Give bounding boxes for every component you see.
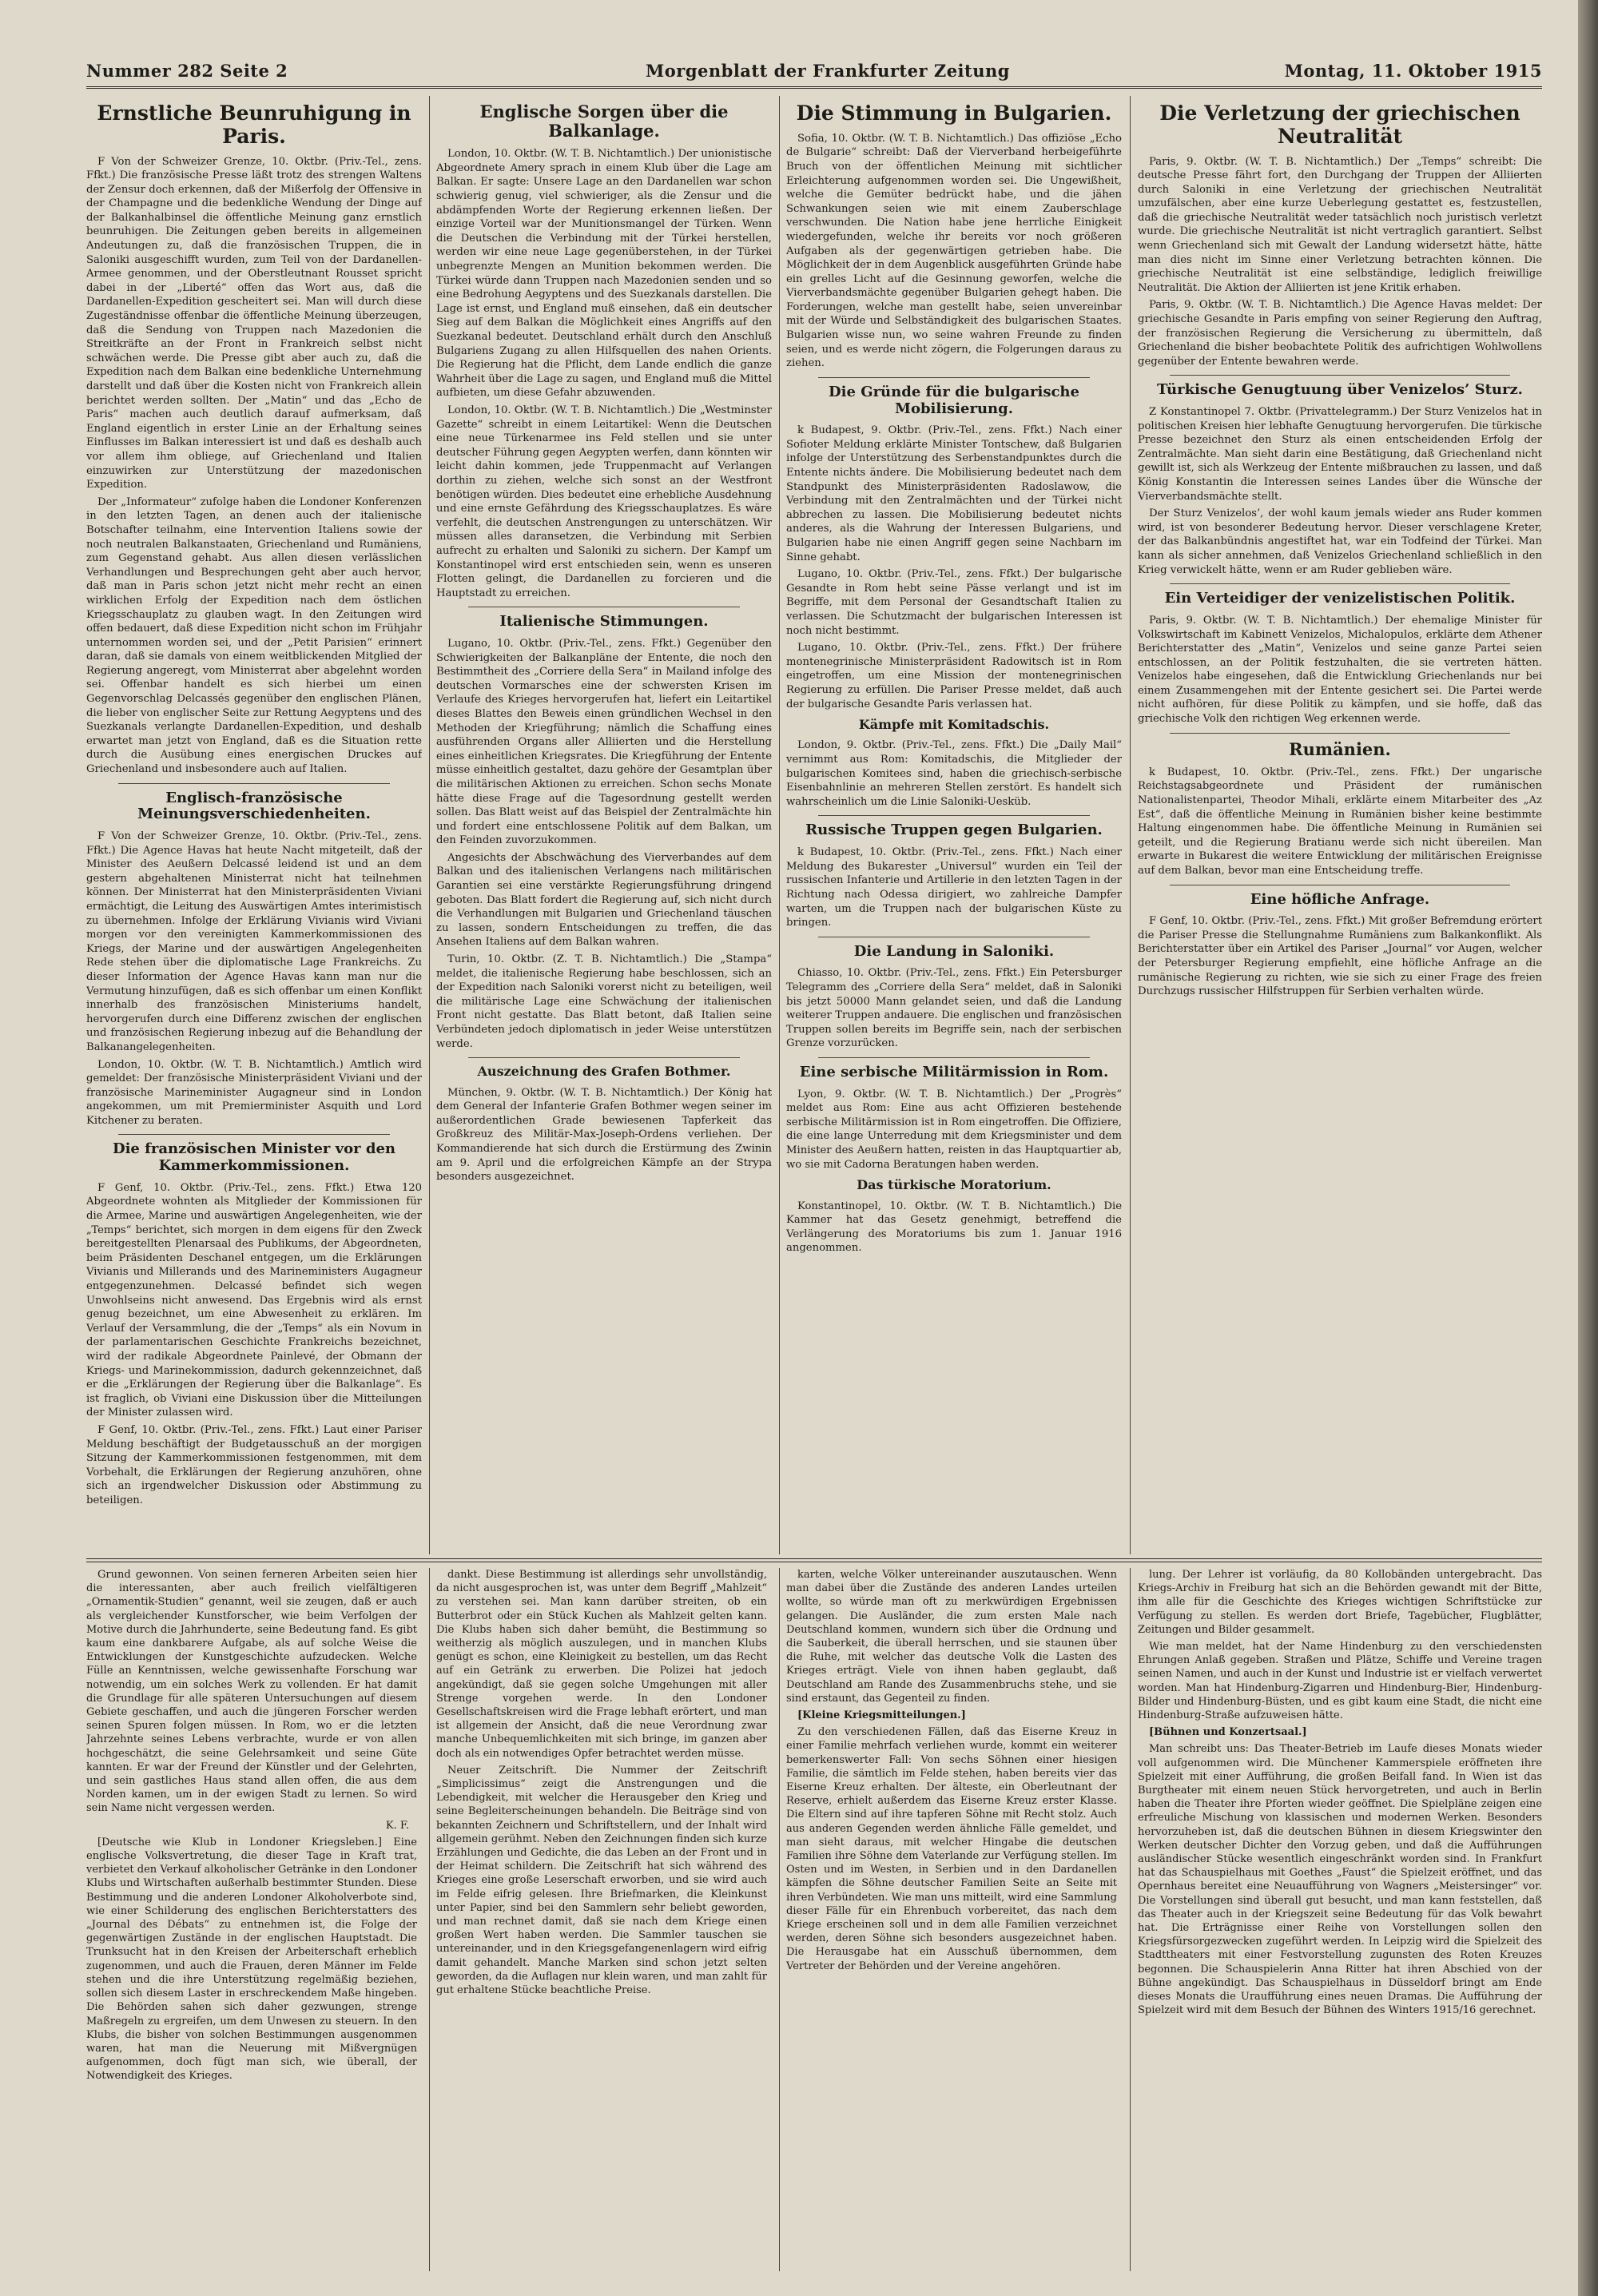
feuilleton-paragraph: Grund gewonnen. Von seinen ferneren Arbeiten seien hier die interessanten, aber auch freilich vielfältigeren „Ornamentik-Studien“ genannt, weil sie zeugen, daß er auch als vergleichender Kunstforscher, wie beim Verfolgen der Motive durch die Jahrhunderte, seine Bedeutung fand. Es gibt kaum eine dankbarere Aufgabe, als auf solche Weise die Entwicklungen der Kunstgeschichte aufzudecken. Welche Fülle an Kenntnissen, welche gewissenhafte Forschung war notwendig, um ein solches Werk zu vollenden. Er hat damit die Grundlage für alle späteren Untersuchungen auf diesem Gebiete geschaffen, und auch die jüngeren Forscher werden seinen Spuren folgen müssen. In Rom, wo er die letzten Jahrzehnte seines Lebens verbrachte, wurde er von allen hochgeschätzt, die seine Gelehrsamkeit und seine Güte kannten. Er war der Freund der Künstler und der Gelehrten, und sein gastliches Haus stand allen offen, die aus dem Norden kamen, um in der ewigen Stadt zu lernen. So wird sein Name nicht vergessen werden. xyxy=(86,1569,417,1815)
headline: Englische Sorgen über die Balkanlage. xyxy=(479,101,729,141)
headline: Die Stimmung in Bulgarien. xyxy=(796,101,1112,125)
article-paragraph: k Budapest, 10. Oktbr. (Priv.-Tel., zens. Ffkt.) Der ungarische Reichstagsabgeordnete und Präsident der rumänischen Nationalistenpartei, Theodor Mihali, erklärte einem Mitarbeiter des „Az Est“, daß die öffentliche Meinung in Rumänien bisher keine bestimmte Haltung eingenommen habe. Die öffentliche Meinung in Rumänien sei geteilt, und die Regierung Bratianu werde sich nicht übereilen. Man erwarte in Bukarest die weitere Entwicklung der militärischen Ereignisse auf dem Balkan, bevor man eine Entscheidung treffe. xyxy=(1138,766,1542,877)
article-paragraph: F Genf, 10. Oktbr. (Priv.-Tel., zens. Ffkt.) Laut einer Pariser Meldung beschäftigt der Budgetausschuß an der morgigen Sitzung der Kammerkommissionen festgenommen, mit dem Vorbehalt, die Erklärungen der Regierung anzuhören, ohne sich an irgendwelcher Diskussion oder Abstimmung zu beteiligen. xyxy=(86,1423,422,1506)
feuilleton-column-1 xyxy=(86,1568,417,2271)
column-divider xyxy=(779,1568,780,2271)
column-2 xyxy=(436,96,772,1554)
separator xyxy=(1170,583,1510,584)
feuilleton-column-2 xyxy=(436,1568,767,2271)
feuilleton-divider xyxy=(86,1558,1542,1562)
article-paragraph: Der „Informateur“ zufolge haben die Londoner Konferenzen in den letzten Tagen, an denen auch der italienische Botschafter teilnahm, eine Intervention Italiens sowie der noch neutralen Balkanstaaten, Griechenland und Rumäniens, zum Gegenstand gehabt. Aus allen diesen verlässlichen Verhandlungen und Besprechungen geht aber auch hervor, daß man in Paris schon jetzt nicht mehr recht an einen wirklichen Erfolg der Expedition nach dem östlichen Kriegsschauplatz zu glauben wagt. In den Zeitungen wird offen bedauert, daß diese Expedition nicht schon im Frühjahr unternommen worden sei, und der „Petit Parisien“ erinnert daran, daß sie damals von einem weitblickenden Mitglied der Regierung angeregt, vom Ministerrat aber abgelehnt worden sei. Offenbar handelt es sich hierbei um einen Gegenvorschlag Delcassés gegenüber den englischen Plänen, die lieber von englischer Seite zur Rettung Aegyptens und des Suezkanals verlangte Dardanellen-Expedition, und deshalb erwartet man jetzt von England, daß es die Situation rette durch die Ausübung eines energischen Druckes auf Griechenland und insbesondere auch auf Italien. xyxy=(86,495,422,776)
feuilleton-subheading: [Bühnen und Konzertsaal.] xyxy=(1149,1726,1307,1739)
separator xyxy=(1170,733,1510,734)
article-paragraph: London, 9. Oktbr. (Priv.-Tel., zens. Ffkt.) Die „Daily Mail“ vernimmt aus Rom: Komitadschis, die Mitglieder der bulgarischen Komitees sind, haben die griechisch-serbische Eisenbahnlinie an mehreren Stellen zerstört. Es handelt sich wahrscheinlich um die Linie Saloniki-Uesküb. xyxy=(786,739,1122,808)
article-paragraph: London, 10. Oktbr. (W. T. B. Nichtamtlich.) Die „Westminster Gazette“ schreibt in einem Leitartikel: Wenn die Deutschen eine neue Türkenarmee ins Feld stellen und sie unter deutscher Führung gegen Aegypten werfen, dann könnten wir leicht dahin kommen, jede Truppenmacht auf Verlangen dorthin zu ziehen, welche sich sonst an der Westfront benötigen würden. Dies bedeutet eine erhebliche Ausdehnung und eine ernste Gefährdung des Kriegsschauplatzes. Es wäre verfehlt, die deutschen Anstrengungen zu unterschätzen. Wir müssen alles daransetzen, die Verbindung mit Serbien aufrecht zu erhalten und Saloniki zu sichern. Der Kampf um Konstantinopel wird erst entschieden sein, wenn es unseren Flotten gelingt, die Dardanellen zu forcieren und die Hauptstadt zu erreichen. xyxy=(436,404,772,599)
article-paragraph: London, 10. Oktbr. (W. T. B. Nichtamtlich.) Der unionistische Abgeordnete Amery sprach in einem Klub über die Lage am Balkan. Er sagte: Unsere Lage an den Dardanellen war schon schwierig genug, viel schwieriger, als die Zensur und die abdämpfenden Worte der Regierung erkennen ließen. Der einzige Vorteil war der Munitionsmangel der Türken. Wenn die Deutschen die Verbindung mit der Türkei herstellen, werden wir eine neue Lage gegenüberstehen, in der Türkei unbegrenzte Mengen an Munition bekommen werden. Die Türkei würde dann Truppen nach Mazedonien senden und so eine Bedrohung Aegyptens und des Suezkanals darstellen. Die Lage ist ernst, und England muß einsehen, daß ein deutscher Sieg auf dem Balkan die Möglichkeit eines Angriffs auf den Suezkanal bedeutet. Deutschland erhält durch den Anschluß Bulgariens Zugang zu allen Hilfsquellen des nahen Orients. Die Regierung hat die Pflicht, dem Lande endlich die ganze Wahrheit über die Lage zu sagen, und England muß die Mittel aufbieten, um diese Gefahr abzuwenden. xyxy=(436,148,772,400)
issue-number: Nummer 282 Seite 2 xyxy=(86,61,288,81)
column-3 xyxy=(786,96,1122,1554)
article-paragraph: Turin, 10. Oktbr. (Z. T. B. Nichtamtlich.) Die „Stampa“ meldet, die italienische Regierung habe beschlossen, sich an der Expedition nach Saloniki vorerst nicht zu beteiligen, weil die militärische Lage eine Schwächung der italienischen Front nicht gestatte. Das Blatt betont, daß Italien seine Verbündeten jedoch diplomatisch in jeder Weise unterstützen werde. xyxy=(436,953,772,1050)
article-paragraph: Lugano, 10. Oktbr. (Priv.-Tel., zens. Ffkt.) Der frühere montenegrinische Ministerpräsident Radowitsch ist in Rom eingetroffen, um eine Mission der montenegrinischen Regierung zu erfüllen. Die Pariser Presse meldet, daß auch der bulgarische Gesandte Paris verlassen hat. xyxy=(786,642,1122,710)
column-divider xyxy=(1130,1568,1131,2271)
article-paragraph: Paris, 9. Oktbr. (W. T. B. Nichtamtlich.) Der ehemalige Minister für Volkswirtschaft im Kabinett Venizelos, Michalopulos, erklärte dem Athener Berichterstatter des „Matin“, Venizelos und seine ganze Partei seien entschlossen, an der Politik festzuhalten, die sie vertreten hätten. Venizelos habe eingesehen, daß die Entwicklung Griechenlands nur bei einem Zusammengehen mit der Entente gesichert sei. Die Partei werde nicht aufhören, für diese Politik zu kämpfen, und sie hoffe, daß das griechische Volk den richtigen Weg erkennen werde. xyxy=(1138,614,1542,726)
column-4 xyxy=(1138,96,1542,1554)
column-divider xyxy=(429,96,430,1554)
feuilleton-paragraph: dankt. Diese Bestimmung ist allerdings sehr unvollständig, da nicht ausgesprochen ist, was unter dem Begriff „Mahlzeit“ zu verstehen sei. Man kann darüber streiten, ob ein Butterbrot oder ein Stück Kuchen als Mahlzeit gelten kann. Die Klubs haben sich daher bemüht, die Bestimmung so weitherzig als möglich auszulegen, und in manchen Klubs genügt es schon, eine Kleinigkeit zu bestellen, um das Recht auf ein Getränk zu erwerben. Die Polizei hat jedoch angekündigt, daß sie gegen solche Umgehungen mit aller Strenge vorgehen werde. In den Londoner Gesellschaftskreisen wird die Frage lebhaft erörtert, und man ist allgemein der Ansicht, daß die neue Verordnung zwar manche Unbequemlichkeiten mit sich bringe, im ganzen aber doch als ein notwendiges Opfer betrachtet werden müsse. xyxy=(436,1569,767,1760)
feuilleton-paragraph: lung. Der Lehrer ist vorläufig, da 80 Kollobänden untergebracht. Das Kriegs-Archiv in Freiburg hat sich an die Behörden gewandt mit der Bitte, ihm alle für die Geschichte des Krieges wichtigen Schriftstücke zur Verfügung zu stellen. Es werden dort Briefe, Tagebücher, Flugblätter, Zeitungen und Bilder gesammelt. xyxy=(1138,1569,1542,1636)
separator xyxy=(818,815,1090,816)
article-paragraph: Lugano, 10. Oktbr. (Priv.-Tel., zens. Ffkt.) Der bulgarische Gesandte in Rom hebt seine Pässe verlangt und ist im Begriffe, mit dem Personal der Gesandtschaft Italien zu verlassen. Die Schutzmacht der bulgarischen Interessen ist noch nicht bestimmt. xyxy=(786,568,1122,637)
article-paragraph: F Von der Schweizer Grenze, 10. Oktbr. (Priv.-Tel., zens. Ffkt.) Die französische Presse läßt trotz des strengen Waltens der Zensur doch erkennen, daß der Mißerfolg der Offensive in der Champagne und die bedenkliche Wendung der Dinge auf der Balkanhalbinsel die öffentliche Meinung ganz ernstlich beunruhigen. Die Zeitungen geben bereits in allgemeinen Andeutungen zu, daß die französischen Truppen, die in Saloniki ausgeschifft wurden, zum Teil von der Dardanellen-Armee genommen, und der Oberstleutnant Rousset spricht dabei in der „Liberté“ offen das Wort aus, daß die Dardanellen-Expedition gescheitert sei. Man will durch diese Zugeständnisse offenbar die öffentliche Meinung überzeugen, daß die Sendung von Truppen nach Mazedonien die Streitkräfte an der Front in Frankreich selbst nicht schwächen werde. Die Presse gibt aber auch zu, daß die Expedition nach dem Balkan eine bedenkliche Unternehmung darstellt und daß über die Kosten nicht von Frankreich allein berichtet werden sollten. Der „Matin“ und das „Echo de Paris“ machen auch deutlich darauf aufmerksam, daß England eigentlich in erster Linie an der Erhaltung seines Einflusses im Balkan interessiert ist und daß es deshalb auch vor allem ihm obliege, auf Griechenland und Italien einzuwirken zur Unterstützung der mazedonischen Expedition. xyxy=(86,155,422,491)
headline: Ein Verteidiger der venizelistischen Politik. xyxy=(1164,590,1516,607)
separator xyxy=(818,1057,1090,1058)
feuilleton-subheading: [Kleine Kriegsmitteilungen.] xyxy=(797,1709,966,1722)
column-divider xyxy=(1130,96,1131,1554)
feuilleton-paragraph: karten, welche Völker untereinander auszutauschen. Wenn man dabei über die Zustände des anderen Landes urteilen wollte, so würde man oft zu merkwürdigen Ergebnissen gelangen. Die Ausländer, die zum ersten Male nach Deutschland kommen, wundern sich über die Ordnung und die Sauberkeit, die überall herrschen, und sie staunen über die Ruhe, mit welcher das deutsche Volk die Lasten des Krieges erträgt. Viele von ihnen haben geglaubt, daß Deutschland am Rande des Zusammenbruchs stehe, und sie sind erstaunt, das Gegenteil zu finden. xyxy=(786,1569,1117,1705)
feuilleton-column-4 xyxy=(1138,1568,1542,2271)
article-paragraph: Der Sturz Venizelos’, der wohl kaum jemals wieder ans Ruder kommen wird, ist von besonderer Bedeutung hervor. Dieser verschlagene Kreter, der das Balkanbündnis angestiftet hat, war ein Todfeind der Türkei. Man kann als sicher annehmen, daß Venizelos Griechenland schließlich in den Krieg verwickelt hätte, wenn er am Ruder geblieben wäre. xyxy=(1138,507,1542,576)
article-paragraph: k Budapest, 10. Oktbr. (Priv.-Tel., zens. Ffkt.) Nach einer Meldung des Bukarester „Universul“ wurden ein Teil der russischen Infanterie und Artillerie in den letzten Tagen in der Richtung nach Odessa dirigiert, wo zahlreiche Dampfer warten, um die Truppen nach der bulgarischen Küste zu bringen. xyxy=(786,846,1122,929)
feuilleton-paragraph: Zu den verschiedenen Fällen, daß das Eiserne Kreuz in einer Familie mehrfach verliehen wurde, kommt ein weiterer bemerkenswerter Fall: Von sechs Söhnen einer hiesigen Familie, die sämtlich im Felde stehen, haben bereits vier das Eiserne Kreuz erhalten. Der älteste, ein Oberleutnant der Reserve, erhielt außerdem das Eiserne Kreuz erster Klasse. Die Eltern sind auf ihre tapferen Söhne mit Recht stolz. Auch aus anderen Gegenden werden ähnliche Fälle gemeldet, und man sieht daraus, mit welcher Hingabe die deutschen Familien ihre Söhne dem Vaterlande zur Verfügung stellen. Im Osten und im Westen, in Serbien und in den Dardanellen kämpfen die Söhne deutscher Familien Seite an Seite mit ihren Verbündeten. Wie man uns mitteilt, wird eine Sammlung dieser Fälle für ein Ehrenbuch vorbereitet, das nach dem Kriege erscheinen soll und in dem alle Familien verzeichnet werden, deren Söhne sich besonders ausgezeichnet haben. Die Herausgabe hat ein Ausschuß übernommen, dem Vertreter der Behörden und der Vereine angehören. xyxy=(786,1726,1117,1972)
separator xyxy=(468,1057,740,1058)
article-paragraph: Lugano, 10. Oktbr. (Priv.-Tel., zens. Ffkt.) Gegenüber den Schwierigkeiten der Balkanpläne der Entente, die noch den Bestimmtheit des „Corriere della Sera“ in Mailand infolge des deutschen Vormarsches eine der schwersten Krisen im Verlaufe des Krieges hervorgerufen hat, liefert ein Leitartikel dieses Blattes den Beweis einen gründlichen Wechsel in den Methoden der Kriegführung; nämlich die Schaffung eines ausführenden Organs aller Alliierten und die Herstellung eines einheitlichen Kriegsrates. Die Kriegführung der Entente müsse einheitlich gestaltet, dazu gehöre der Gesamtplan über die militärischen Aktionen zu erreichen. Schon sechs Monate hätte diese Frage auf die Tagesordnung gestellt werden sollen. Das Blatt weist auf das Beispiel der Zentralmächte hin und fordert eine entschlossene Politik auf dem Balkan, um den Feinden zuvorzukommen. xyxy=(436,637,772,847)
newspaper-title: Morgenblatt der Frankfurter Zeitung xyxy=(646,61,1010,81)
headline: Ernstliche Beunruhigung in Paris. xyxy=(97,101,411,148)
article-paragraph: Paris, 9. Oktbr. (W. T. B. Nichtamtlich.) Der „Temps“ schreibt: Die deutsche Presse fährt fort, den Durchgang der Truppen der Alliierten durch Saloniki in eine Verletzung der griechischen Neutralität umzufälschen, aber eine kurze Ueberlegung gestattet es, festzustellen, daß die griechische Neutralität weder tatsächlich noch juristisch verletzt wurde. Die griechische Neutralität ist nicht vertraglich garantiert. Selbst wenn Griechenland sich mit Gewalt der Landung widersetzt hätte, hätte man dies nicht im Sinne einer Verletzung betrachten können. Die griechische Neutralität ist eine selbständige, lediglich freiwillige Neutralität. Die Aktion der Alliierten ist jene Kritik erhaben. xyxy=(1138,155,1542,294)
headline: Russische Truppen gegen Bulgarien. xyxy=(805,822,1103,839)
article-paragraph: Paris, 9. Oktbr. (W. T. B. Nichtamtlich.) Die Agence Havas meldet: Der griechische Gesandte in Paris empfing von seiner Regierung den Auftrag, der französischen Regierung die Versicherung zu übermitteln, daß Griechenland die bisher beobachtete Politik des aufrichtigen Wohlwollens gegenüber der Entente bewahren werde. xyxy=(1138,299,1542,368)
book-binding-edge xyxy=(1578,0,1598,2296)
issue-date: Montag, 11. Oktober 1915 xyxy=(1284,61,1542,81)
article-paragraph: Z Konstantinopel 7. Oktbr. (Privattelegramm.) Der Sturz Venizelos hat in politischen Kreisen hier lebhafte Genugtuung hervorgerufen. Die türkische Presse bezeichnet den Sturz als einen entscheidenden Erfolg der Zentralmächte. Man sieht darin eine Bestätigung, daß Griechenland nicht gewillt ist, sich als Werkzeug der Entente mißbrauchen zu lassen, und daß König Konstantin die Interessen seines Landes über die Wünsche der Vierverbandsmächte stellt. xyxy=(1138,406,1542,503)
article-paragraph: Konstantinopel, 10. Oktbr. (W. T. B. Nichtamtlich.) Die Kammer hat das Gesetz genehmigt, betreffend die Verlängerung des Moratoriums bis zum 1. Januar 1916 angenommen. xyxy=(786,1200,1122,1255)
separator xyxy=(118,783,390,784)
column-1 xyxy=(86,96,422,1554)
masthead xyxy=(86,59,1542,89)
column-divider xyxy=(429,1568,430,2271)
headline: Auszeichnung des Grafen Bothmer. xyxy=(477,1064,731,1080)
separator xyxy=(1170,375,1510,376)
headline: Die Gründe für die bulgarische Mobilisierung. xyxy=(829,383,1079,417)
article-paragraph: F Genf, 10. Oktbr. (Priv.-Tel., zens. Ffkt.) Etwa 120 Abgeordnete wohnten als Mitglieder der Kommissionen für die Armee, Marine und auswärtigen Angelegenheiten, wie der „Temps“ berichtet, sich morgen in dem eigens für den Zweck bereitgestellten Plenarsaal des Publikums, der Abgeordneten, beim Präsidenten Deschanel entgegen, um die Erklärungen Vivianis und Millerands und des Marineministers Augagneur entgegenzunehmen. Delcassé befindet sich wegen Unwohlseins nicht anwesend. Das Ergebnis wird als ernst genug bezeichnet, um eine Abwesenheit zu erklären. Im Verlauf der Versammlung, die der „Temps“ als ein Novum in der parlamentarischen Geschichte Frankreichs bezeichnet, wird der radikale Abgeordnete Painlevé, der Obmann der Kriegs- und Marinekommission, dadurch gekennzeichnet, daß er die „Erklärungen der Regierung über die Balkanlage“. Es ist fraglich, ob Viviani eine Diskussion über die Mitteilungen der Minister zulassen wird. xyxy=(86,1181,422,1419)
article-paragraph: F Genf, 10. Oktbr. (Priv.-Tel., zens. Ffkt.) Mit großer Befremdung erörtert die Pariser Presse die Stellungnahme Rumäniens zum Balkankonflikt. Als Berichterstatter über ein Artikel des Pariser „Journal“ vor Augen, welcher der Petersburger Regierung empfiehlt, eine höfliche Anfrage an die rumänische Regierung zu richten, wie sie sich zu einer Frage des freien Durchzugs russischer Hilfstruppen für Serbien verhalten würde. xyxy=(1138,915,1542,998)
headline: Englisch-französische Meinungsverschiedenheiten. xyxy=(137,789,371,823)
headline: Eine höfliche Anfrage. xyxy=(1250,890,1430,908)
article-paragraph: k Budapest, 9. Oktbr. (Priv.-Tel., zens. Ffkt.) Nach einer Sofioter Meldung erklärte Minister Tontschew, daß Bulgarien infolge der Unterstützung des Serbenstandpunktes durch die Entente nichts ändere. Die Mobilisierung bedeutet nach dem Standpunkt des Ministerpräsidenten Radoslawow, die Verbindung mit den Zentralmächten und der Türkei nicht abbrechen zu lassen. Die Mobilisierung bedeutet nichts anderes, als die Wahrung der Interessen Bulgariens, und Bulgarien habe nie einen Angriff gegen seine Nachbarn im Sinne gehabt. xyxy=(786,424,1122,563)
article-paragraph: München, 9. Oktbr. (W. T. B. Nichtamtlich.) Der König hat dem General der Infanterie Grafen Bothmer wegen seiner im außerordentlichen Grade bewiesenen Tapferkeit das Großkreuz des Militär-Max-Joseph-Ordens verliehen. Der Kommandierende hat sich durch die Erstürmung des Zwinin am 9. April und die erfolgreichen Kämpfe an der Strypa besonders ausgezeichnet. xyxy=(436,1086,772,1184)
author-signature: K. F. xyxy=(385,1819,409,1832)
headline: Das türkische Moratorium. xyxy=(857,1177,1051,1193)
feuilleton-paragraph: Neuer Zeitschrift. Die Nummer der Zeitschrift „Simplicissimus“ zeigt die Anstrengungen und die Lebendigkeit, mit welcher die Herausgeber den Krieg und seine Begleiterscheinungen behandeln. Die Beiträge sind von bekannten Zeichnern und Schriftstellern, und der Inhalt wird allgemein gerühmt. Neben den Zeichnungen finden sich kurze Erzählungen und Gedichte, die das Leben an der Front und in der Heimat schildern. Die Zeitschrift hat sich während des Krieges eine große Leserschaft erworben, und sie wird auch im Felde eifrig gelesen. Ihre Briefmarken, die Kleinkunst unter Papier, sind bei den Sammlern sehr beliebt geworden, und man rechnet damit, daß sie nach dem Kriege einen großen Wert haben werden. Die Sammler tauschen sie untereinander, und in den Kriegsgefangenenlagern wird eifrig damit gehandelt. Manche Marken sind schon jetzt selten geworden, da die Auflagen nur klein waren, und man zahlt für gut erhaltene Stücke beachtliche Preise. xyxy=(436,1764,767,1997)
feuilleton-paragraph: [Deutsche wie Klub in Londoner Kriegsleben.] Eine englische Volksvertretung, die dieser Tage in Kraft trat, verbietet den Verkauf alkoholischer Getränke in den Londoner Klubs und Wirtschaften außerhalb bestimmter Stunden. Diese Bestimmung und die anderen Londoner Alkoholverbote sind, wie einer Schilderung des englischen Berichterstatters des „Journal des Débats“ zu entnehmen ist, die Folge der gegenwärtigen Zustände in der englischen Hauptstadt. Die Trunksucht hat in den Kreisen der Arbeiterschaft erheblich zugenommen, und auch die Frauen, deren Männer im Felde stehen und die ihre Unterstützung regelmäßig beziehen, sollen sich diesem Laster in erschreckendem Maße hingeben. Die Behörden sahen sich daher gezwungen, strenge Maßregeln zu ergreifen, um dem Unwesen zu steuern. In den Klubs, die bisher von solchen Bestimmungen ausgenommen waren, hat man die Neuerung mit Mißvergnügen aufgenommen, doch fügt man sich, wie überall, der Notwendigkeit des Krieges. xyxy=(86,1836,417,2083)
headline: Die Verletzung der griechischen Neutralität xyxy=(1159,101,1520,148)
article-paragraph: London, 10. Oktbr. (W. T. B. Nichtamtlich.) Amtlich wird gemeldet: Der französische Ministerpräsident Viviani und der französische Marineminister Augagneur sind in London angekommen, um mit Premierminister Asquith und Lord Kitchener zu beraten. xyxy=(86,1058,422,1127)
separator xyxy=(118,1134,390,1135)
headline: Türkische Genugtuung über Venizelos’ Sturz. xyxy=(1157,381,1523,399)
headline: Eine serbische Militärmission in Rom. xyxy=(799,1063,1109,1080)
headline: Rumänien. xyxy=(1289,738,1391,759)
article-paragraph: Chiasso, 10. Oktbr. (Priv.-Tel., zens. Ffkt.) Ein Petersburger Telegramm des „Corriere della Sera“ meldet, daß in Saloniki bis jetzt 50000 Mann gelandet seien, und daß die Landung weiterer Truppen andauere. Die englischen und französischen Truppen sollen bereits im Begriffe sein, nach der serbischen Grenze vorzurücken. xyxy=(786,967,1122,1050)
column-divider xyxy=(779,96,780,1554)
headline: Die Landung in Saloniki. xyxy=(853,942,1055,960)
article-paragraph: Angesichts der Abschwächung des Vierverbandes auf dem Balkan und des italienischen Verlangens nach militärischen Garantien sei eine verstärkte Regierungsführung dringend geboten. Das Blatt fordert die Regierung auf, sich nicht durch die Verhandlungen mit Bulgarien und Griechenland täuschen zu lassen, sondern Entscheidungen zu treffen, die das Ansehen Italiens auf dem Balkan wahren. xyxy=(436,851,772,949)
article-paragraph: Lyon, 9. Oktbr. (W. T. B. Nichtamtlich.) Der „Progrès“ meldet aus Rom: Eine aus acht Offizieren bestehende serbische Militärmission ist in Rom eingetroffen. Die Offiziere, die eine lange Unterredung mit dem Kriegsminister und dem Minister des Aeußern hatten, reisten in das Hauptquartier ab, wo sie mit Cadorna Beratungen haben werden. xyxy=(786,1088,1122,1171)
feuilleton-paragraph: Wie man meldet, hat der Name Hindenburg zu den verschiedensten Ehrungen Anlaß gegeben. Straßen und Plätze, Schiffe und Vereine tragen seinen Namen, und auch in der Kunst und Industrie ist er vielfach verwertet worden. Man hat Hindenburg-Zigarren und Hindenburg-Bier, Hindenburg-Bilder und Hindenburg-Büsten, und es gibt kaum eine Stadt, die nicht eine Hindenburg-Straße aufzuweisen hätte. xyxy=(1138,1641,1542,1722)
headline: Italienische Stimmungen. xyxy=(499,613,709,631)
headline: Die französischen Minister vor den Kammerkommissionen. xyxy=(112,1140,396,1175)
feuilleton-paragraph: Man schreibt uns: Das Theater-Betrieb im Laufe dieses Monats wieder voll aufgenommen wird. Die Münchener Kammerspiele eröffneten ihre Spielzeit mit einer Aufführung, die großen Beifall fand. In Wien ist das Burgtheater mit einem neuen Stück hervorgetreten, und auch in Berlin haben die Theater ihre Pforten wieder geöffnet. Die Spielpläne zeigen eine erfreuliche Mischung von klassischen und modernen Werken. Besonders hervorzuheben ist, daß die deutschen Bühnen in diesem Kriegswinter den Werken deutscher Dichter den Vorzug geben, und daß die Aufführungen ausländischer Stücke wesentlich eingeschränkt worden sind. In Frankfurt hat das Schauspielhaus mit Goethes „Faust“ die Spielzeit eröffnet, und das Opernhaus bereitet eine Neuaufführung von Wagners „Meistersinger“ vor. Die Vorstellungen sind überall gut besucht, und man kann feststellen, daß das Theater auch in der Kriegszeit seine Bedeutung für das Volk bewahrt hat. Die Erträgnisse einer Reihe von Vorstellungen sollen den Kriegsfürsorgezwecken zugeführt werden. In Leipzig wird die Spielzeit des Stadttheaters mit einer Festvorstellung zugunsten des Roten Kreuzes begonnen. Die Schauspielerin Anna Ritter hat ihren Abschied von der Bühne angekündigt. Das Schauspielhaus in Düsseldorf bringt am Ende dieses Monats die Uraufführung eines neuen Dramas. Die Aufführung der Spielzeit wird mit dem Besuch der Bühnen des Winters 1915/16 gerechnet. xyxy=(1138,1743,1542,2017)
feuilleton-column-3 xyxy=(786,1568,1117,2271)
article-paragraph: F Von der Schweizer Grenze, 10. Oktbr. (Priv.-Tel., zens. Ffkt.) Die Agence Havas hat heute Nacht mitgeteilt, daß der Minister des Aeußern Delcassé leidend ist und an dem gestern abgehaltenen Ministerrat nicht hat teilnehmen können. Der Ministerrat hat den Ministerpräsidenten Viviani ermächtigt, die Leitung des Auswärtigen Amtes interimistisch zu übernehmen. Infolge der Erklärung Vivianis wird Viviani morgen vor den vereinigten Kammerkommissionen des Kriegs, der Marine und der auswärtigen Angelegenheiten Rede stehen über die diplomatische Lage Frankreichs. Zu dieser Information der Agence Havas kann man nur die Vermutung hinzufügen, daß es sich offenbar um einen Konflikt innerhalb des französischen Ministeriums handelt, hervorgerufen durch eine Differenz zwischen der englischen und französischen Regierung inbezug auf die Behandlung der Balkanangelegenheiten. xyxy=(86,830,422,1053)
headline: Kämpfe mit Komitadschis. xyxy=(858,717,1050,733)
separator xyxy=(818,377,1090,378)
article-paragraph: Sofia, 10. Oktbr. (W. T. B. Nichtamtlich.) Das offiziöse „Echo de Bulgarie“ schreibt: Daß der Vierverband herbeigeführte Bruch von der öffentlichen Meinung mit sichtlicher Erleichterung aufgenommen worden sei. Die Ungewißheit, welche die Gemüter bedrückt habe, und die jähen Schwankungen seien wie mit einem Zauberschlage verschwunden. Die Nation habe jene herrliche Einigkeit wiedergefunden, welche ihr bereits vor noch größeren Aufgaben als der gegenwärtigen getrieben habe. Die Möglichkeit der in dem Augenblick ausgeführten Gründe habe ein grelles Licht auf die Gesinnung geworfen, welche die Vierverbandsmächte gegenüber Bulgarien gehegt haben. Die Forderungen, welche man gestellt habe, seien unvereinbar mit der Würde und Selbständigkeit des bulgarischen Staates. Bulgarien wisse nun, wo seine wahren Freunde zu finden seien, und es werde nicht zögern, die Folgerungen daraus zu ziehen. xyxy=(786,132,1122,370)
